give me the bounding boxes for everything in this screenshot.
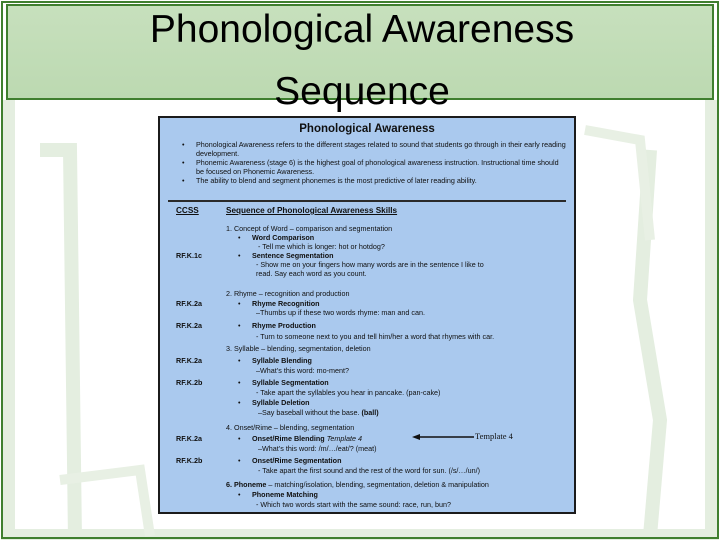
skill-example: –Thumbs up if these two words rhyme: man and can. (256, 308, 425, 317)
ccss-code: RF.K.2b (176, 378, 203, 387)
template-label: Template 4 (475, 431, 513, 441)
skill-title-row (252, 434, 362, 443)
sequence-column-header: Sequence of Phonological Awareness Skills (226, 206, 398, 215)
skill-title: Onset/Rime Blending (252, 434, 325, 443)
ccss-code: RF.K.2b (176, 456, 203, 465)
skill-example: - Take apart the syllables you hear in pancake. (pan-cake) (256, 388, 441, 397)
section-heading (226, 480, 489, 489)
intro-bullet: • Phonological Awareness refers to the different stages related to sound that students go through in their early reading development. (178, 140, 568, 158)
skill-title: Sentence Segmentation (252, 251, 334, 260)
section-heading-number: 6. Phoneme (226, 480, 267, 489)
skill-example: - Show me on your fingers how many words are in the sentence I like to (256, 260, 484, 269)
bullet-dot: • (238, 299, 241, 308)
ccss-code: RF.K.2a (176, 299, 202, 308)
bullet-dot: • (238, 378, 241, 387)
slide-title-line1: Phonological Awareness (149, 8, 575, 51)
slide-title (8, 8, 716, 114)
skill-title: Rhyme Recognition (252, 299, 320, 308)
skill-title: Onset/Rime Segmentation (252, 456, 342, 465)
bullet-dot: • (238, 398, 241, 407)
bullet-dot: • (238, 233, 241, 242)
intro-bullet: • Phonemic Awareness (stage 6) is the highest goal of phonological awareness instruction. Instructional time should be focused on Phonemic Awareness. (178, 158, 568, 176)
slide-title-line2: Sequence (274, 70, 450, 113)
ccss-column-header: CCSS (176, 206, 199, 215)
ccss-code: RF.K.2a (176, 356, 202, 365)
skill-title: Syllable Deletion (252, 398, 310, 407)
bullet-dot: • (238, 251, 241, 260)
document-title: Phonological Awareness (299, 123, 435, 135)
bullet-dot: • (238, 434, 241, 443)
skill-title: Syllable Blending (252, 356, 312, 365)
section-heading: 3. Syllable – blending, segmentation, deletion (226, 344, 371, 353)
skill-title: Phoneme Matching (252, 490, 318, 499)
skill-example-answer: (ball) (361, 408, 379, 417)
skill-example: –What’s this word: /m/…/eat/? (meat) (258, 444, 377, 453)
skill-example: –What’s this word: mo-ment? (256, 366, 349, 375)
bullet-dot: • (238, 490, 241, 499)
title-bar (6, 4, 714, 113)
skill-title: Word Comparison (252, 233, 315, 242)
intro-bullet-list (178, 140, 568, 185)
section-heading: 2. Rhyme – recognition and production (226, 289, 350, 298)
skill-example: - Turn to someone next to you and tell him/her a word that rhymes with car. (256, 332, 495, 341)
skill-title: Syllable Segmentation (252, 378, 329, 387)
section-heading-rest: – matching/isolation, blending, segmentation, deletion & manipulation (268, 480, 489, 489)
section-heading: 1. Concept of Word – comparison and segmentation (226, 224, 393, 233)
skill-example (258, 408, 379, 417)
ccss-code: RF.K.2a (176, 434, 202, 443)
embedded-document (158, 116, 576, 514)
skill-example: - Which two words start with the same sound: race, run, bun? (256, 500, 451, 509)
ccss-code: RF.K.2a (176, 321, 202, 330)
section-divider (168, 200, 566, 202)
section-heading: 4. Onset/Rime – blending, segmentation (226, 423, 355, 432)
bullet-dot: • (238, 356, 241, 365)
skill-title: Rhyme Production (252, 321, 316, 330)
ccss-code: RF.K.1c (176, 251, 202, 260)
bullet-dot: • (238, 321, 241, 330)
intro-bullet: • The ability to blend and segment phonemes is the most predictive of later reading ability. (178, 176, 568, 185)
bullet-dot: • (238, 456, 241, 465)
skill-example-text: –Say baseball without the base. (258, 408, 362, 417)
left-arrow-icon (412, 434, 474, 440)
template-note: Template 4 (326, 434, 362, 443)
skill-example: - Take apart the first sound and the rest of the word for sun. (/s/…/un/) (258, 466, 480, 475)
skill-example: read. Say each word as you count. (256, 269, 367, 278)
skill-example: - Tell me which is longer: hot or hotdog? (258, 242, 385, 251)
